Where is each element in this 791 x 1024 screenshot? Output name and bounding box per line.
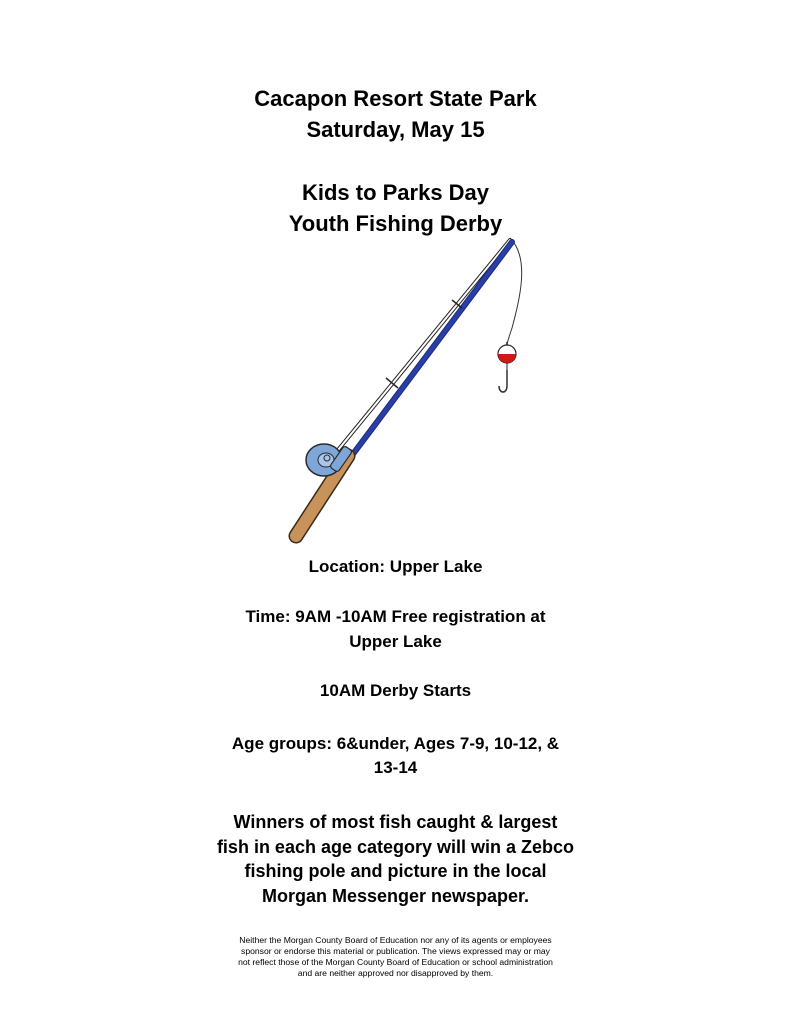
event-subtitle: Youth Fishing Derby bbox=[288, 211, 503, 236]
fishing-line bbox=[505, 238, 521, 360]
prize-line-4: Morgan Messenger newspaper. bbox=[261, 886, 530, 906]
derby-start-time: 10AM Derby Starts bbox=[319, 681, 472, 700]
event-title: Kids to Parks Day bbox=[301, 180, 490, 205]
event-date: Saturday, May 15 bbox=[306, 117, 485, 142]
event-time-line-1: Time: 9AM -10AM Free registration at bbox=[245, 607, 546, 626]
prize-line-2: fish in each age category will win a Zebco bbox=[216, 837, 575, 857]
fishing-rod-icon bbox=[280, 228, 540, 548]
bobber-icon bbox=[498, 342, 516, 370]
disclaimer-line-3: not reflect those of the Morgan County Board of Education or school administration bbox=[238, 957, 553, 967]
age-groups-line-1: Age groups: 6&under, Ages 7-9, 10-12, & bbox=[231, 734, 560, 753]
prize-line-1: Winners of most fish caught & largest bbox=[233, 812, 558, 832]
park-name: Cacapon Resort State Park bbox=[254, 86, 537, 111]
age-groups-line-2: 13-14 bbox=[373, 758, 418, 777]
event-location: Location: Upper Lake bbox=[308, 557, 483, 576]
hook-icon bbox=[499, 370, 507, 392]
prize-line-3: fishing pole and picture in the local bbox=[244, 861, 547, 881]
event-time-line-2: Upper Lake bbox=[349, 632, 442, 651]
disclaimer-line-4: and are neither approved nor disapproved by them. bbox=[297, 968, 494, 978]
disclaimer-line-2: sponsor or endorse this material or publication. The views expressed may or may bbox=[241, 946, 550, 956]
disclaimer-line-1: Neither the Morgan County Board of Education nor any of its agents or employees bbox=[239, 935, 552, 945]
